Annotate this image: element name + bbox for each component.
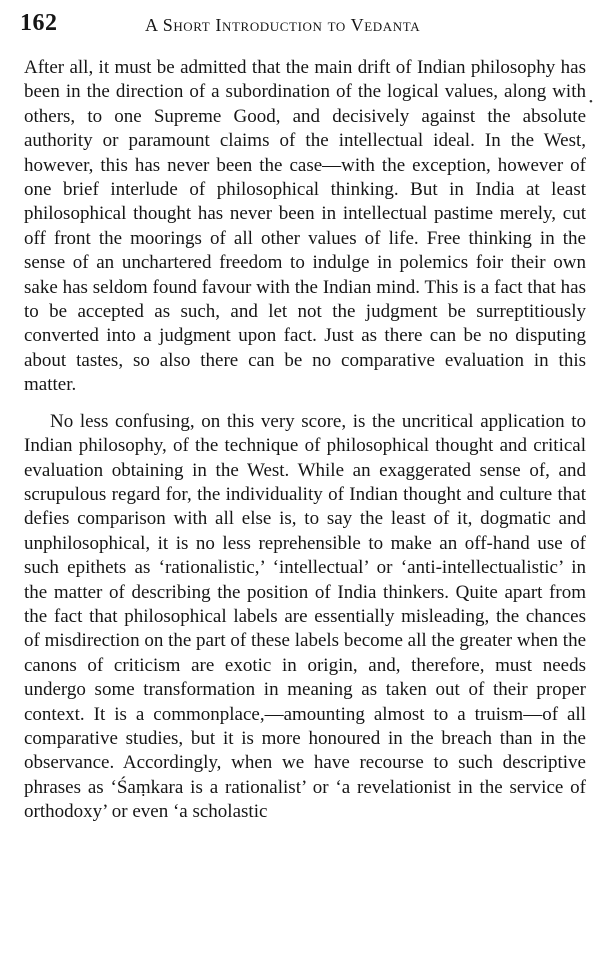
paragraph-2: No less confusing, on this very score, is the uncritical application to Indian philosophy, of the technique of philosophical thought and critical evaluation obtaining in the West. While an exaggerated sense of, and scrupulous regard for, the individuality of Indian thought and culture that defies comparison with all else is, to say the least of it, dogmatic and unphilosophical, it is no less reprehensible to make an off-hand use of such epithets as ‘rationalistic,’ ‘intellectual’ or ‘anti-intellectualistic’ in the matter of describing the position of India thinkers. Quite apart from the fact that philosophical labels are essentially misleading, the chances of misdirection on the part of these labels become all the greater when the canons of criticism are exotic in origin, and, therefore, must needs undergo some transformation in meaning as taken out of their proper context. It is a commonplace,—amounting almost to a truism—of all comparative studies, but it is more honoured in the breach than in the observance. Accordingly, when we have recourse to such descriptive phrases as ‘Śaṃkara is a rationalist’ or ‘a revelationist in the service of orthodoxy’ or even ‘a scholastic — [24, 410, 586, 823]
body-text — [24, 56, 586, 825]
margin-mark-icon: • — [589, 96, 593, 108]
page-header — [20, 10, 580, 40]
paragraph-1: After all, it must be admitted that the main drift of Indian philosophy has been in the direction of a subordination of the logical values, along with others, to one Supreme Good, and decisively against the absolute authority or paramount claims of the intellectual ideal. In the West, however, this has never been the case—with the exception, however of one brief interlude of philosophical thinking. But in India at least philosophical thought has never been in intellectual pastime merely, cut off front the moorings of all other values of life. Free thinking in the sense of an unchartered freedom to indulge in polemics foir their own sake has seldom found favour with the Indian mind. This is a fact that has to be accepted as such, and let not the judgment be surreptitiously converted into a judgment upon fact. Just as there can be no disputing about tastes, so also there can be no comparative evaluation in this matter. — [24, 57, 586, 396]
page-number: 162 — [20, 10, 58, 36]
running-title: A Short Introduction to Vedanta — [145, 15, 421, 35]
